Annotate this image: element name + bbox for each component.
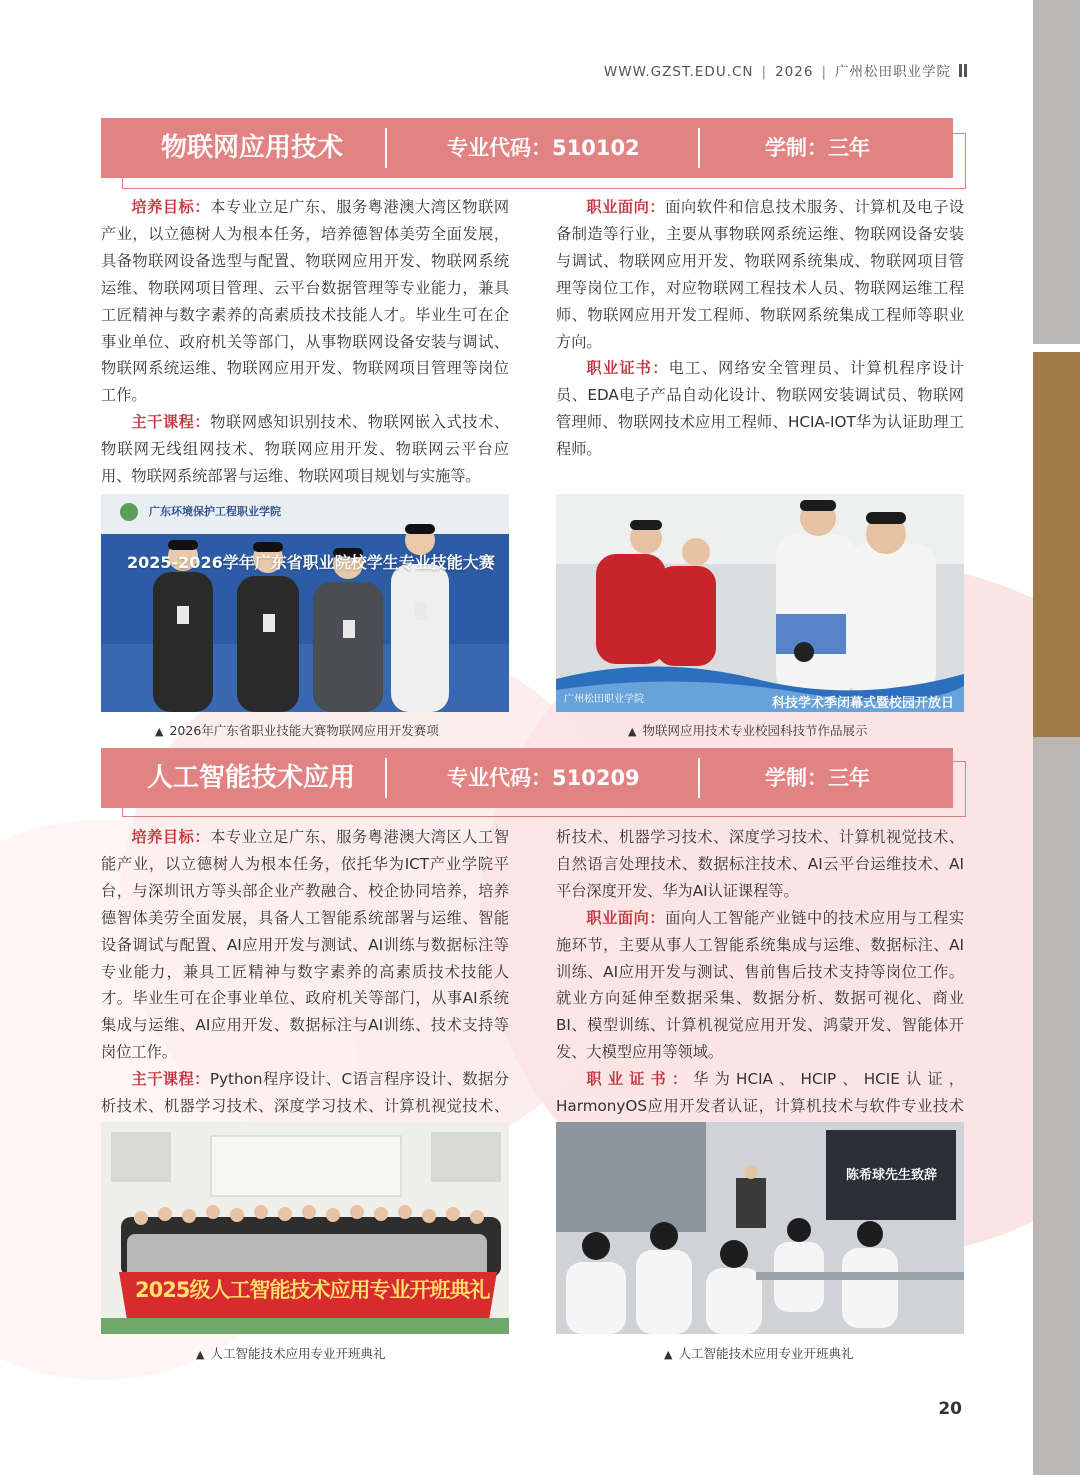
section2-course-text: Python程序设计、C语言程序设计、数据分析技术、机器学习技术、深度学习技术、计算机视觉技术、 xyxy=(101,1070,510,1116)
section2-course-continued: 析技术、机器学习技术、深度学习技术、计算机视觉技术、自然语言处理技术、数据标注技术、AI云平台运维技术、AI平台深度开发、华为AI认证课程等。 xyxy=(556,828,964,900)
section1-cert-text: 电工、网络安全管理员、计算机程序设计员、EDA电子产品自动化设计、物联网安装调试员、物联网管理师、物联网技术应用工程师、HCIA-IOT华为认证助理工程师。 xyxy=(556,359,965,459)
section1-goal-text: 本专业立足广东、服务粤港澳大湾区物联网产业，以立德树人为根本任务，培养德智体美劳全面发展，具备物联网设备选型与配置、物联网应用开发、物联网系统运维、物联网项目管理、云平台数据管理等专业能力，兼具工匠精神与数字素养的高素质技术技能人才。毕业生可在企事业单位、政府机关等部门，从事物联网设备安装与调试、物联网系统运维、物联网应用开发、物联网项目管理等岗位工作。 xyxy=(101,198,510,405)
section2-banner xyxy=(101,748,953,808)
photo-tech-festival xyxy=(556,494,964,712)
caption-text: 人工智能技术应用专业开班典礼 xyxy=(678,1346,854,1361)
caption-text: 人工智能技术应用专业开班典礼 xyxy=(210,1346,386,1361)
header-bars-icon xyxy=(959,64,962,77)
header-school: 广州松田职业学院 xyxy=(835,64,951,80)
section1-cert-label: 职业证书： xyxy=(586,359,669,378)
header-site: WWW.GZST.EDU.CN xyxy=(603,64,754,80)
triangle-icon: ▲ xyxy=(155,725,164,738)
caption-class-opening xyxy=(196,1344,385,1362)
section1-code: 专业代码：510102 xyxy=(447,136,640,160)
side-stripe-gap xyxy=(1033,344,1080,352)
page-header: WWW.GZST.EDU.CN | 2026 | 广州松田职业学院 xyxy=(604,60,962,80)
photo-competition xyxy=(101,494,509,712)
section2-duration: 学制：三年 xyxy=(765,766,870,790)
triangle-icon: ▲ xyxy=(196,1348,205,1361)
caption-text: 物联网应用技术专业校园科技节作品展示 xyxy=(642,723,868,738)
caption-speech xyxy=(664,1344,853,1362)
caption-text: 2026年广东省职业技能大赛物联网应用开发赛项 xyxy=(169,723,439,738)
side-stripe-grey xyxy=(1033,0,1080,1475)
banner-divider xyxy=(385,128,387,168)
section1-career-text: 面向软件和信息技术服务、计算机及电子设备制造等行业，主要从事物联网系统运维、物联网设备安装与调试、物联网应用开发、物联网系统集成、物联网项目管理等岗位工作，对应物联网工程技术人员、物联网运维工程师、物联网应用开发工程师、物联网系统集成工程师等职业方向。 xyxy=(556,198,965,351)
photo-tech-festival-art xyxy=(556,494,964,712)
photo-screen-text: 陈希球先生致辞 xyxy=(846,1168,938,1183)
section2-title: 人工智能技术应用 xyxy=(147,763,356,793)
section2-right-column xyxy=(556,824,964,1147)
triangle-icon: ▲ xyxy=(664,1348,673,1361)
caption-competition xyxy=(155,721,439,739)
banner-divider xyxy=(385,758,387,798)
photo-speech-art xyxy=(556,1122,964,1334)
photo-sign-text: 广东环境保护工程职业学院 xyxy=(149,505,281,518)
header-year: 2026 xyxy=(775,64,814,80)
triangle-icon: ▲ xyxy=(628,725,637,738)
section2-career-label: 职业面向： xyxy=(586,908,666,927)
photo-competition-art xyxy=(101,494,509,712)
section1-duration: 学制：三年 xyxy=(765,136,870,160)
section2-code: 专业代码：510209 xyxy=(447,766,640,790)
section1-left-column xyxy=(101,194,509,490)
section2-course-label: 主干课程： xyxy=(131,1070,210,1089)
section1-course-label: 主干课程： xyxy=(131,413,211,432)
photo-class-banner: 2025级人工智能技术应用专业开班典礼 xyxy=(135,1278,490,1302)
page-number: 20 xyxy=(938,1399,962,1419)
section2-left-column xyxy=(101,824,509,1147)
section2-cert-label: 职业证书： xyxy=(586,1070,694,1089)
photo-competition-banner: 2025-2026学年广东省职业院校学生专业技能大赛 xyxy=(127,553,495,572)
section2-career-text: 面向人工智能产业链中的技术应用与工程实施环节，主要从事人工智能系统集成与运维、数据标注、AI训练、AI应用开发与测试、售前售后技术支持等岗位工作。就业方向延伸至数据采集、数据分析、数据可视化、商业BI、模型训练、计算机视觉应用开发、鸿蒙开发、智能体开发、大模型应用等领域。 xyxy=(556,908,965,1062)
section2-goal-label: 培养目标： xyxy=(131,828,211,846)
banner-divider xyxy=(698,758,700,798)
section1-goal-label: 培养目标： xyxy=(131,198,211,216)
section2-cert-text: 华为HCIA、HCIP、HCIE认证，HarmonyOS应用开发者认证，计算机技术与软件专业技术 xyxy=(556,1070,965,1116)
photo-speech xyxy=(556,1122,964,1334)
photo-class-opening xyxy=(101,1122,509,1334)
caption-tech-festival xyxy=(628,721,867,739)
banner-divider xyxy=(698,128,700,168)
photo-logo-text: 广州松田职业学院 xyxy=(564,694,644,705)
section1-right-column xyxy=(556,194,964,463)
section1-title: 物联网应用技术 xyxy=(161,133,344,163)
photo-tech-banner: 科技学术季闭幕式暨校园开放日 xyxy=(771,696,954,711)
section1-banner xyxy=(101,118,953,178)
side-stripe-gold xyxy=(1033,352,1080,737)
section2-goal-text: 本专业立足广东、服务粤港澳大湾区人工智能产业，以立德树人为根本任务，依托华为ICT产业学院平台，与深圳讯方等头部企业产教融合、校企协同培养，培养德智体美劳全面发展，具备人工智能系统部署与运维、智能设备调试与配置、AI应用开发与测试、AI训练与数据标注等专业能力，兼具工匠精神与数字素养的高素质技术技能人才。毕业生可在企事业单位、政府机关等部门，从事AI系统集成与运维、AI应用开发、数据标注与AI训练、技术支持等岗位工作。 xyxy=(101,828,510,1062)
section1-career-label: 职业面向： xyxy=(586,198,666,216)
section1-course-text: 物联网感知识别技术、物联网嵌入式技术、物联网无线组网技术、物联网应用开发、物联网云平台应用、物联网系统部署与运维、物联网项目规划与实施等。 xyxy=(101,413,510,486)
